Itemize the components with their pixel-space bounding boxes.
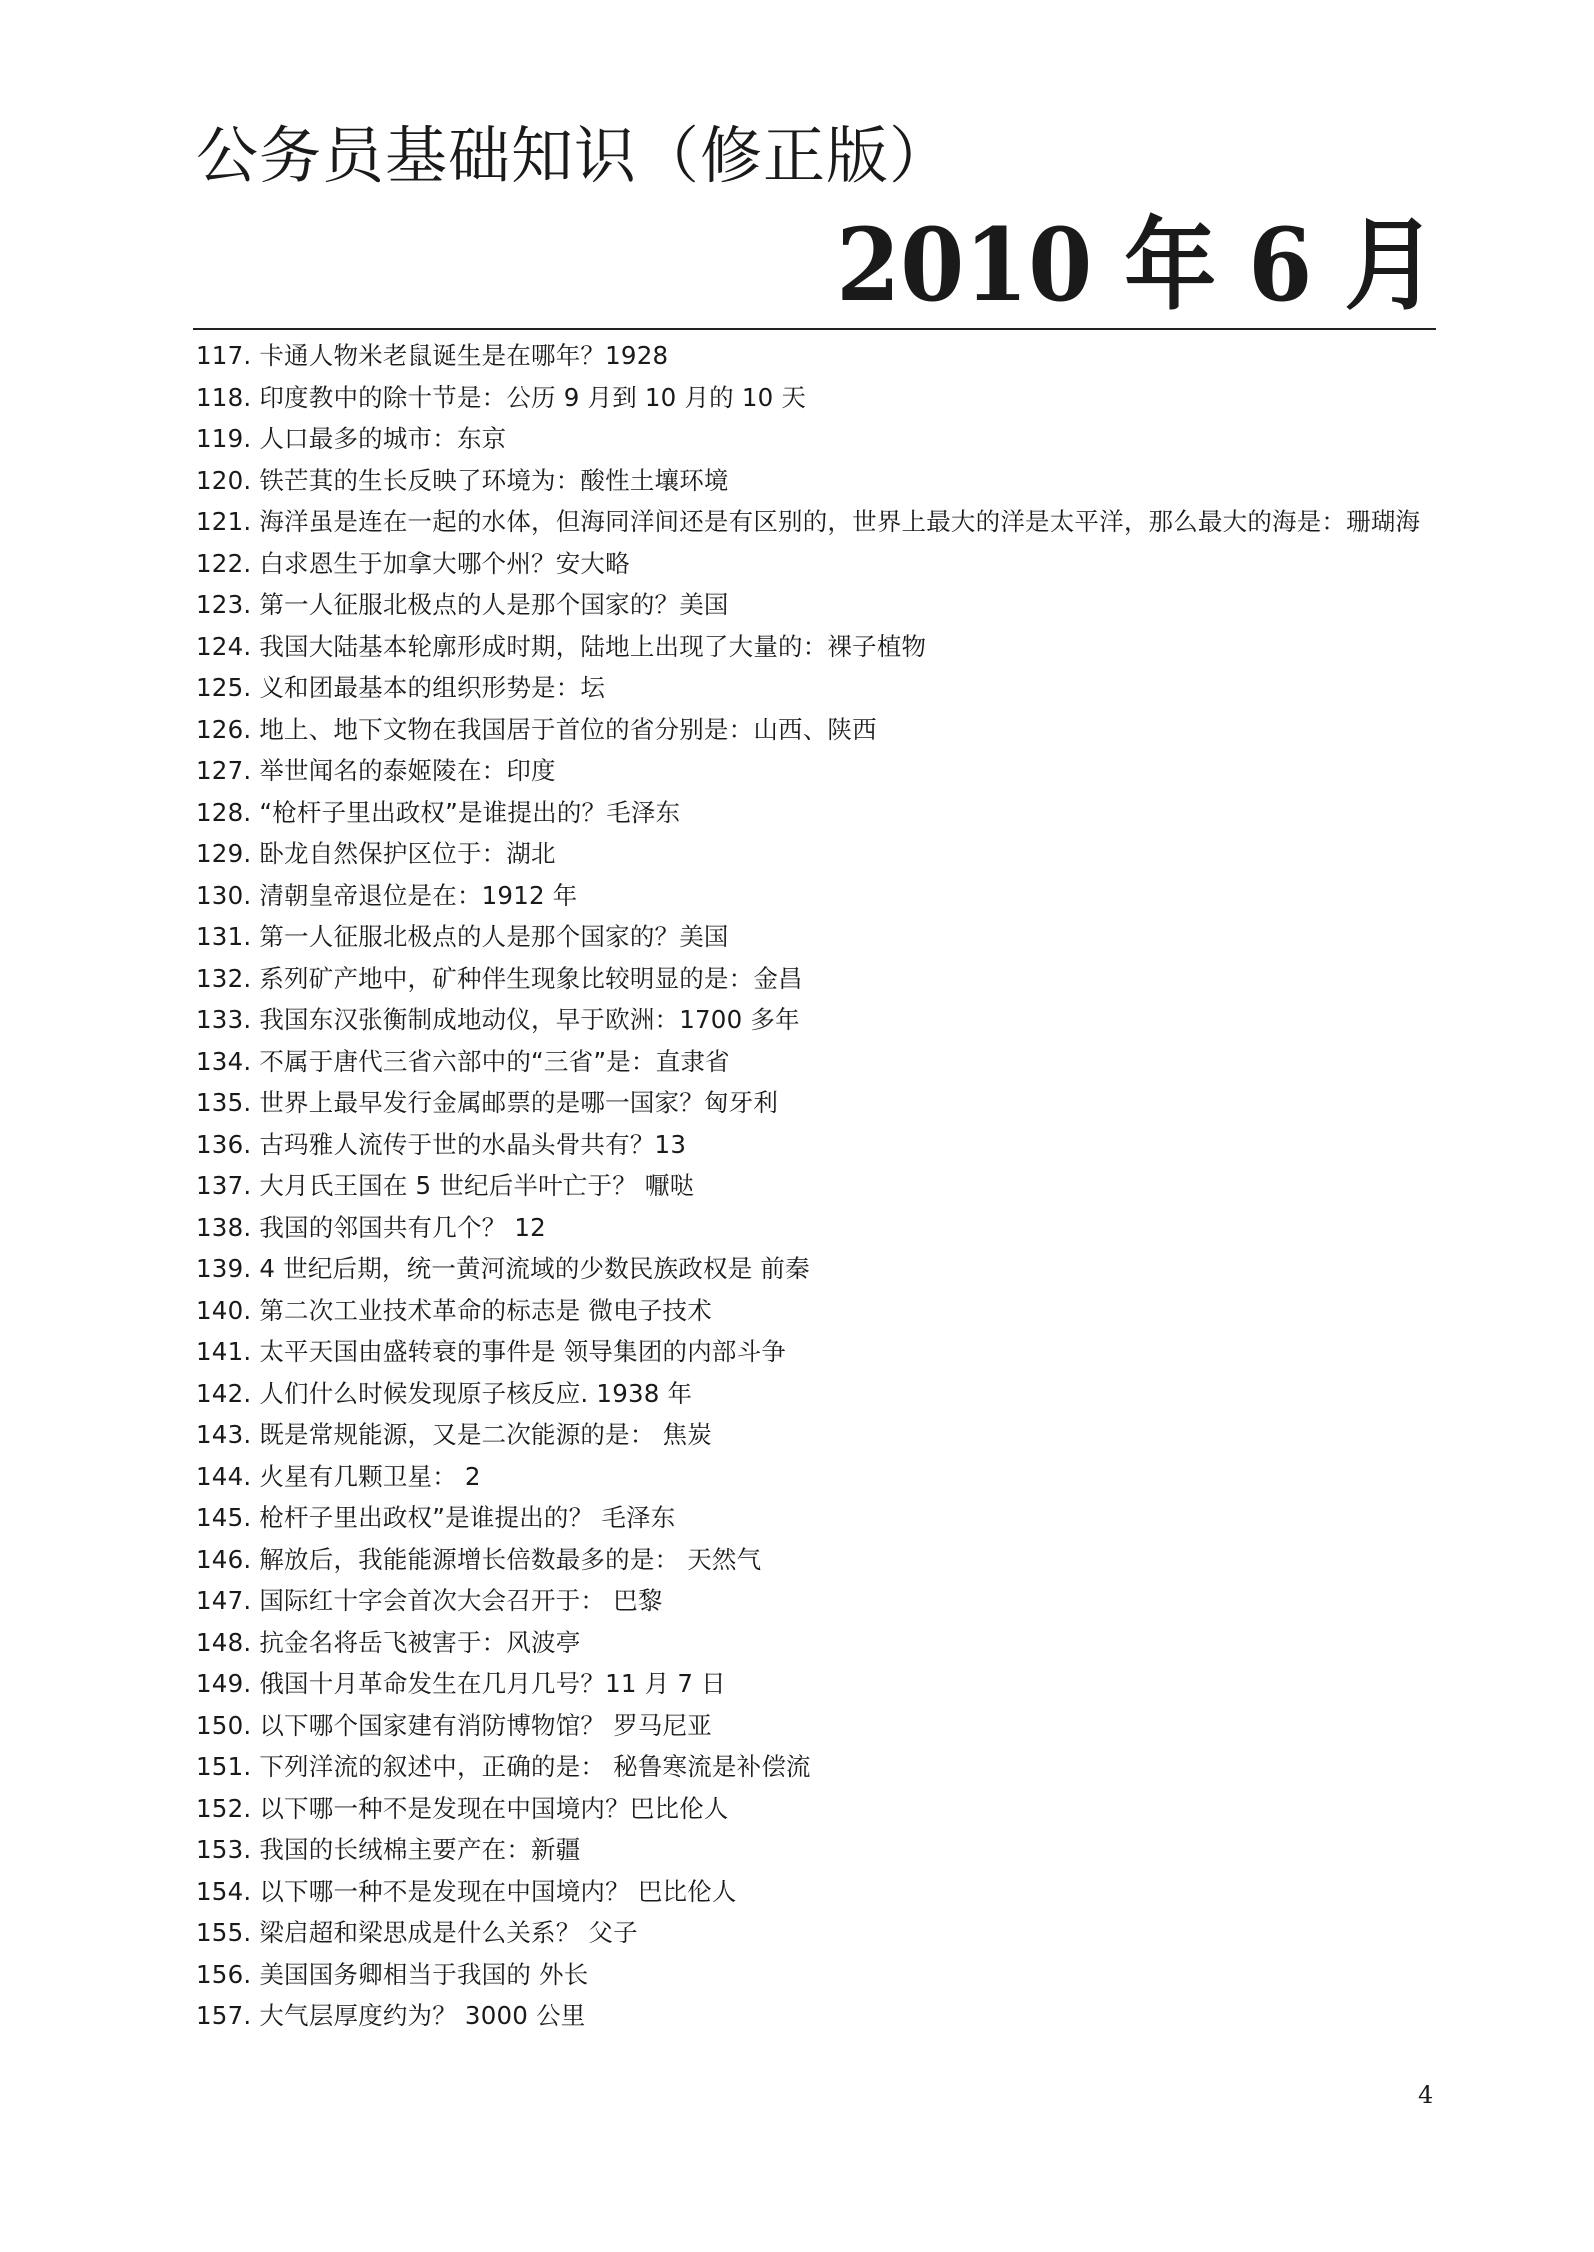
list-item: 130. 清朝皇帝退位是在：1912 年 xyxy=(196,880,578,910)
list-item: 134. 不属于唐代三省六部中的“三省”是：直隶省 xyxy=(196,1046,730,1076)
document-title: 公务员基础知识（修正版） xyxy=(196,119,953,192)
list-item: 143. 既是常规能源，又是二次能源的是： 焦炭 xyxy=(196,1420,712,1449)
list-item: 149. 俄国十月革命发生在几月几号？11 月 7 日 xyxy=(196,1669,726,1698)
list-item: 124. 我国大陆基本轮廓形成时期，陆地上出现了大量的：裸子植物 xyxy=(196,631,927,661)
list-item: 140. 第二次工业技术革命的标志是 微电子技术 xyxy=(196,1295,712,1325)
list-item: 128. “枪杆子里出政权”是谁提出的？毛泽东 xyxy=(196,797,681,827)
list-item: 119. 人口最多的城市：东京 xyxy=(196,424,507,453)
list-item: 125. 义和团最基本的组织形势是：坛 xyxy=(196,673,606,702)
list-item: 117. 卡通人物米老鼠诞生是在哪年？1928 xyxy=(196,341,669,370)
list-item: 152. 以下哪一种不是发现在中国境内？巴比伦人 xyxy=(196,1793,729,1823)
list-item: 148. 抗金名将岳飞被害于：风波亭 xyxy=(196,1627,581,1657)
list-item: 142. 人们什么时候发现原子核反应. 1938 年 xyxy=(196,1378,693,1408)
header-divider xyxy=(193,328,1436,330)
list-item: 157. 大气层厚度约为？ 3000 公里 xyxy=(196,2001,586,2030)
list-item: 139. 4 世纪后期，统一黄河流域的少数民族政权是 前秦 xyxy=(196,1254,810,1283)
list-item: 127. 举世闻名的泰姬陵在：印度 xyxy=(196,756,556,785)
list-item: 123. 第一人征服北极点的人是那个国家的？美国 xyxy=(196,590,729,619)
list-item: 136. 古玛雅人流传于世的水晶头骨共有？13 xyxy=(196,1129,687,1159)
list-item: 126. 地上、地下文物在我国居于首位的省分别是：山西、陕西 xyxy=(196,714,877,744)
list-item: 145. 枪杆子里出政权”是谁提出的？ 毛泽东 xyxy=(196,1503,676,1532)
list-item: 146. 解放后，我能能源增长倍数最多的是： 天然气 xyxy=(196,1544,762,1574)
list-item: 133. 我国东汉张衡制成地动仪，早于欧洲：1700 多年 xyxy=(196,1005,800,1034)
list-item: 129. 卧龙自然保护区位于：湖北 xyxy=(196,839,556,868)
list-item: 131. 第一人征服北极点的人是那个国家的？美国 xyxy=(196,922,729,951)
list-item: 120. 铁芒萁的生长反映了环境为：酸性土壤环境 xyxy=(196,465,729,495)
list-item: 122. 白求恩生于加拿大哪个州？安大略 xyxy=(196,548,630,578)
list-item: 153. 我国的长绒棉主要产在：新疆 xyxy=(196,1835,581,1864)
qa-list xyxy=(196,335,1436,2037)
list-item: 155. 梁启超和梁思成是什么关系？ 父子 xyxy=(196,1918,638,1947)
list-item: 132. 系列矿产地中，矿种伴生现象比较明显的是：金昌 xyxy=(196,963,803,993)
list-item: 147. 国际红十字会首次大会召开于： 巴黎 xyxy=(196,1586,663,1615)
list-item: 138. 我国的邻国共有几个？ 12 xyxy=(196,1212,546,1242)
list-item: 154. 以下哪一种不是发现在中国境内？ 巴比伦人 xyxy=(196,1876,737,1906)
page-number: 4 xyxy=(1418,2081,1434,2109)
list-item: 135. 世界上最早发行金属邮票的是哪一国家？匈牙利 xyxy=(196,1088,779,1117)
list-item: 141. 太平天国由盛转衰的事件是 领导集团的内部斗争 xyxy=(196,1337,787,1366)
list-item: 137. 大月氏王国在 5 世纪后半叶亡于？ 嚈哒 xyxy=(196,1171,695,1200)
list-item: 156. 美国国务卿相当于我国的 外长 xyxy=(196,1959,589,1989)
list-item: 150. 以下哪个国家建有消防博物馆？ 罗马尼亚 xyxy=(196,1710,712,1740)
list-item: 144. 火星有几颗卫星： 2 xyxy=(196,1461,481,1491)
list-item: 121. 海洋虽是连在一起的水体，但海同洋间还是有区别的，世界上最大的洋是太平洋，那么最大的海是：珊瑚海 xyxy=(196,507,1421,536)
list-item: 151. 下列洋流的叙述中，正确的是： 秘鲁寒流是补偿流 xyxy=(196,1752,811,1781)
list-item: 118. 印度教中的除十节是：公历 9 月到 10 月的 10 天 xyxy=(196,382,807,412)
document-date: 2010 年 6 月 xyxy=(835,206,1436,324)
